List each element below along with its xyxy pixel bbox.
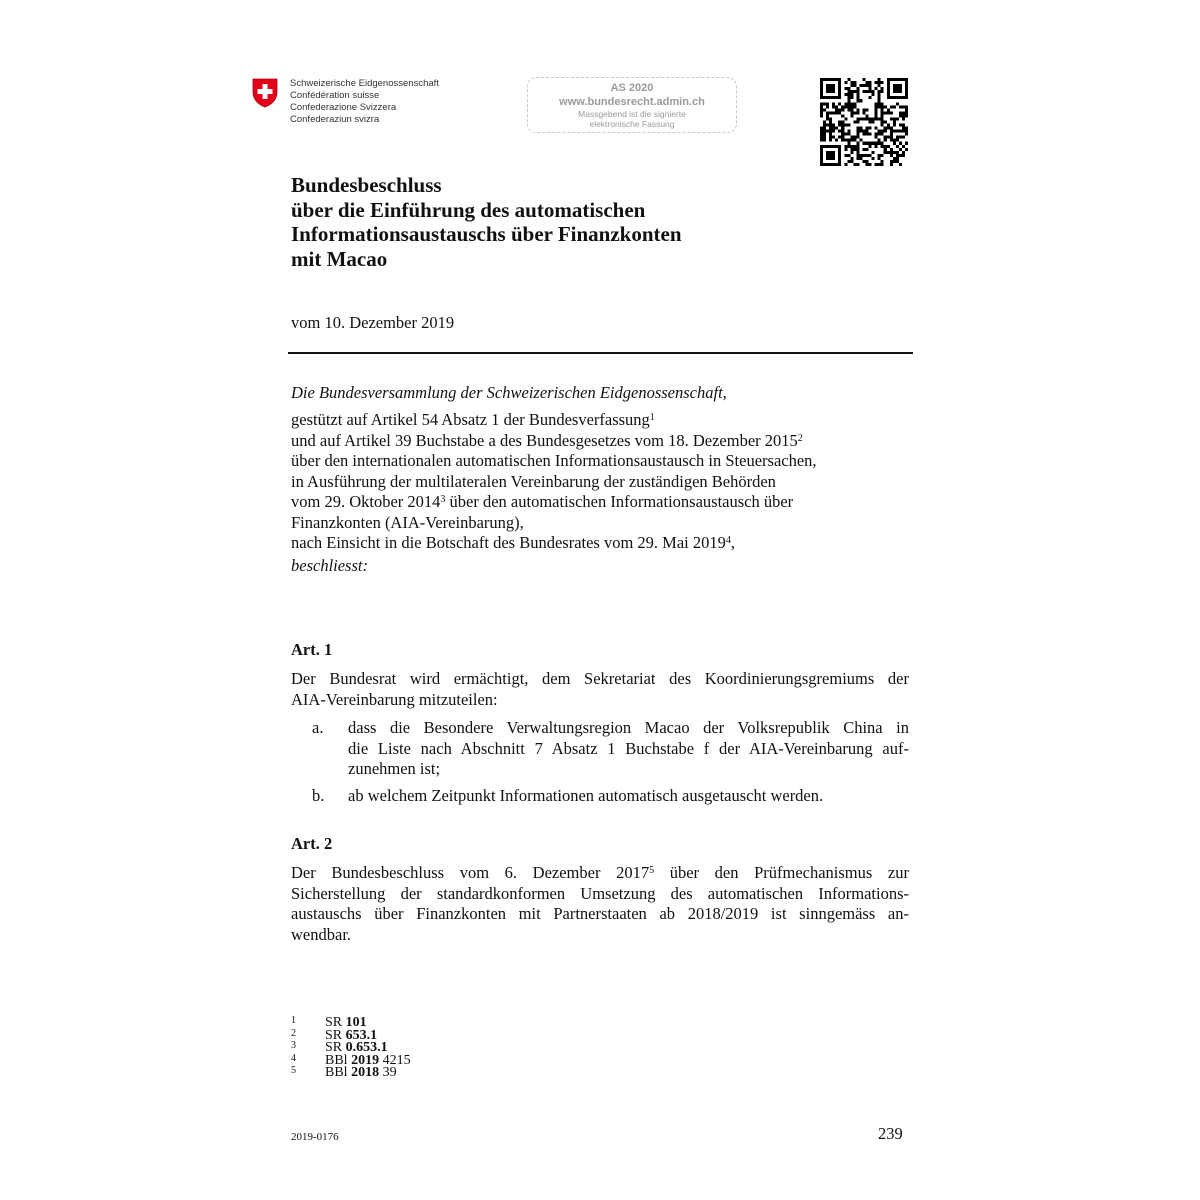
paragraph-line: Der Bundesbeschluss vom 6. Dezember 2017$^5$ über den Prüfmechanismus zur bbox=[291, 863, 909, 882]
title-line: über die Einführung des automatischen bbox=[291, 197, 646, 222]
preamble-line: in Ausführung der multilateralen Vereinbarung der zuständigen Behörden bbox=[291, 471, 776, 491]
qr-code-modules bbox=[820, 78, 908, 166]
item-line: dass die Besondere Verwaltungsregion Macao der Volksrepublik China in bbox=[348, 718, 909, 737]
footnote-ref[interactable]: 1 bbox=[649, 412, 655, 423]
official-publication-stamp bbox=[527, 77, 737, 133]
confederation-names bbox=[290, 78, 439, 126]
preamble-line: und auf Artikel 39 Buchstabe a des Bundesgesetzes vom 18. Dezember 2015$^2$ bbox=[291, 430, 803, 450]
item-line: ab welchem Zeitpunkt Informationen automatisch ausgetauscht werden. bbox=[348, 786, 824, 805]
preamble-body bbox=[291, 410, 911, 576]
title-line: mit Macao bbox=[291, 246, 388, 271]
footnote-ref[interactable]: 2 bbox=[797, 432, 803, 444]
confederation-name-de: Schweizerische Eidgenossenschaft bbox=[290, 78, 439, 89]
article-2-paragraph bbox=[291, 863, 909, 945]
title-line: Informationsaustauschs über Finanzkonten bbox=[291, 222, 682, 246]
swiss-cross-icon bbox=[252, 78, 278, 108]
paragraph-line: AIA-Vereinbarung mitzuteilen: bbox=[291, 689, 498, 709]
confederation-name-rm: Confederaziun svizra bbox=[290, 114, 380, 125]
article-1-paragraph bbox=[291, 669, 909, 710]
preamble-line: nach Einsicht in die Botschaft des Bundesrates vom 29. Mai 2019$^4$, bbox=[291, 533, 736, 552]
footnote-number: 2 bbox=[291, 1027, 296, 1039]
decree-date: vom 10. Dezember 2019 bbox=[291, 313, 455, 332]
preamble-intro bbox=[291, 383, 911, 404]
footnote-ref[interactable]: 3 bbox=[440, 494, 446, 505]
footnote-ref[interactable]: 5 bbox=[649, 865, 655, 876]
item-line: zunehmen ist; bbox=[348, 759, 441, 778]
item-line: die Liste nach Abschnitt 7 Absatz 1 Buchstabe f der AIA-Vereinbarung auf- bbox=[348, 738, 909, 758]
article-1-item-a bbox=[291, 718, 909, 780]
paragraph-line: Der Bundesrat wird ermächtigt, dem Sekretariat des Koordinierungsgremiums der bbox=[291, 669, 909, 688]
footnote-text[interactable]: BBl 2018 39 bbox=[325, 1065, 397, 1080]
page-number: 239 bbox=[878, 1124, 903, 1143]
footnote-number: 4 bbox=[291, 1052, 296, 1064]
footnote-text[interactable]: BBl 2019 4215 bbox=[325, 1052, 411, 1068]
preamble-line: über den internationalen automatischen Informationsaustausch in Steuersachen, bbox=[291, 451, 817, 470]
footnote-number: 5 bbox=[291, 1065, 296, 1076]
title-divider bbox=[288, 352, 913, 354]
stamp-note-1: Massgebend ist die signierte bbox=[578, 109, 686, 119]
preamble-intro-text: Die Bundesversammlung der Schweizerischen Eidgenossenschaft, bbox=[291, 383, 727, 402]
article-1-heading: Art. 1 bbox=[291, 640, 333, 659]
title-line: Bundesbeschluss bbox=[291, 173, 442, 197]
paragraph-line: wendbar. bbox=[291, 924, 352, 944]
stamp-note-2: elektronische Fassung bbox=[589, 119, 675, 129]
stamp-url[interactable]: www.bundesrecht.admin.ch bbox=[559, 96, 705, 108]
footnote-text[interactable]: SR 101 bbox=[325, 1015, 367, 1030]
preamble-resolves: beschliesst: bbox=[291, 555, 368, 575]
qr-code-icon bbox=[820, 78, 908, 166]
article-2-heading: Art. 2 bbox=[291, 834, 333, 853]
confederation-name-it: Confederazione Svizzera bbox=[290, 102, 397, 113]
preamble-line: Finanzkonten (AIA-Vereinbarung), bbox=[291, 512, 524, 532]
stamp-collection: AS 2020 bbox=[610, 82, 654, 94]
confederation-name-fr: Confédération suisse bbox=[290, 90, 380, 101]
document-number: 2019-0176 bbox=[291, 1131, 339, 1143]
footnote-text[interactable]: SR 653.1 bbox=[325, 1027, 378, 1043]
preamble-line: gestützt auf Artikel 54 Absatz 1 der Bundesverfassung$^1$ bbox=[291, 410, 655, 429]
item-text bbox=[348, 718, 909, 780]
item-marker: a. bbox=[312, 718, 324, 737]
footnote-text[interactable]: SR 0.653.1 bbox=[325, 1040, 388, 1055]
preamble-line: vom 29. Oktober 2014$^3$ über den automatischen Informationsaustausch über bbox=[291, 492, 794, 511]
paragraph-line: Sicherstellung der standardkonformen Umsetzung des automatischen Informations- bbox=[291, 883, 909, 903]
footnote-ref[interactable]: 4 bbox=[725, 535, 731, 546]
item-marker: b. bbox=[312, 786, 325, 805]
footnote-number: 1 bbox=[291, 1015, 296, 1026]
item-text bbox=[348, 786, 909, 807]
page-title bbox=[291, 173, 682, 271]
footnote-number: 3 bbox=[291, 1040, 296, 1051]
article-1-item-b bbox=[291, 786, 909, 807]
paragraph-line: austauschs über Finanzkonten mit Partnerstaaten ab 2018/2019 ist sinngemäss an- bbox=[291, 904, 909, 923]
